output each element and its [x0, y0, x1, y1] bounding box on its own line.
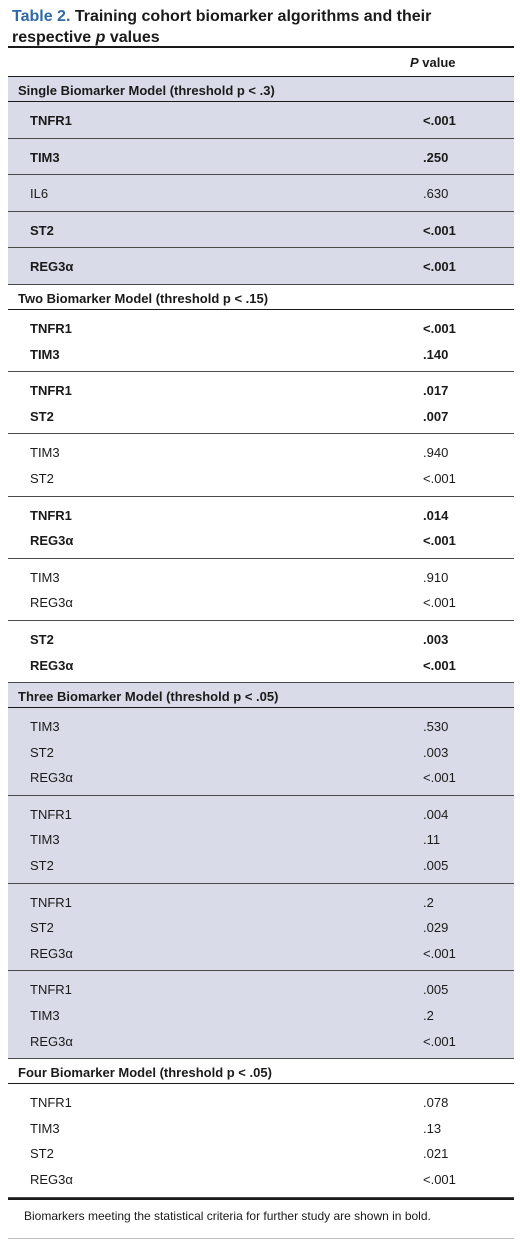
table-row — [8, 826, 514, 852]
p-value: <.001 — [423, 533, 456, 549]
biomarker-name: REG3α — [30, 595, 73, 611]
biomarker-name: TNFR1 — [30, 982, 72, 998]
model-section — [8, 683, 514, 1059]
p-value: .11 — [423, 832, 441, 848]
table-row — [8, 465, 514, 491]
p-value-header — [410, 55, 456, 70]
biomarker-group — [8, 559, 514, 621]
table-row — [8, 217, 514, 243]
table-row — [8, 1089, 514, 1115]
p-value: .003 — [423, 631, 449, 647]
p-value: .017 — [423, 383, 449, 399]
p-value: .005 — [423, 982, 449, 998]
table-body — [8, 77, 514, 1198]
biomarker-name: ST2 — [30, 858, 54, 874]
p-value: <.001 — [423, 657, 456, 673]
bottom-rule — [8, 1238, 514, 1245]
biomarker-name: TIM3 — [30, 346, 60, 362]
table-row — [8, 764, 514, 790]
biomarker-name: TNFR1 — [30, 894, 72, 910]
p-value: .13 — [423, 1120, 442, 1136]
biomarker-name: TIM3 — [30, 832, 60, 848]
biomarker-name: ST2 — [30, 1146, 54, 1162]
table-row — [8, 589, 514, 615]
table-row — [8, 1115, 514, 1141]
biomarker-name: ST2 — [30, 631, 54, 647]
biomarker-group — [8, 102, 514, 139]
table-title-text-b: values — [105, 29, 160, 46]
section-title: Three Biomarker Model (threshold p < .05) — [8, 683, 514, 708]
p-value: <.001 — [423, 222, 456, 238]
biomarker-group — [8, 175, 514, 212]
table-title — [8, 4, 514, 46]
biomarker-group — [8, 310, 514, 372]
table-row — [8, 403, 514, 429]
p-value: .007 — [423, 408, 449, 424]
section-title: Single Biomarker Model (threshold p < .3) — [8, 77, 514, 102]
model-section — [8, 1059, 514, 1197]
table-row — [8, 889, 514, 915]
table-row — [8, 315, 514, 341]
table-row — [8, 914, 514, 940]
biomarker-group — [8, 139, 514, 176]
table-row — [8, 527, 514, 553]
biomarker-group — [8, 796, 514, 884]
p-value-header-p: P — [410, 55, 419, 70]
biomarker-name: REG3α — [30, 259, 74, 275]
table-row — [8, 341, 514, 367]
table-row — [8, 739, 514, 765]
biomarker-group — [8, 884, 514, 972]
table-row — [8, 253, 514, 279]
biomarker-name: TNFR1 — [30, 1095, 72, 1111]
table-row — [8, 713, 514, 739]
p-value: .2 — [423, 1008, 434, 1024]
table-row — [8, 144, 514, 170]
table-row — [8, 1002, 514, 1028]
table-row — [8, 940, 514, 966]
section-title: Four Biomarker Model (threshold p < .05) — [8, 1059, 514, 1084]
p-value: .004 — [423, 806, 449, 822]
biomarker-name: REG3α — [30, 770, 73, 786]
biomarker-group — [8, 1084, 514, 1197]
biomarker-name: TIM3 — [30, 1008, 60, 1024]
biomarker-name: REG3α — [30, 533, 74, 549]
p-value: <.001 — [423, 1172, 456, 1187]
biomarker-name: TNFR1 — [30, 383, 72, 399]
biomarker-group — [8, 212, 514, 249]
p-value-header-value: value — [418, 55, 456, 70]
table-row — [8, 801, 514, 827]
p-value: .014 — [423, 507, 449, 523]
biomarker-group — [8, 621, 514, 683]
p-value: .910 — [423, 569, 449, 585]
biomarker-name: REG3α — [30, 945, 73, 961]
table-row — [8, 652, 514, 678]
biomarker-name: ST2 — [30, 222, 54, 238]
biomarker-name: ST2 — [30, 408, 54, 424]
biomarker-name: REG3α — [30, 1033, 73, 1049]
table-row — [8, 439, 514, 465]
table-title-text-a: Training cohort biomarker algorithms and their respective — [12, 8, 432, 46]
p-value: .005 — [423, 858, 449, 874]
p-value: <.001 — [423, 1033, 456, 1049]
biomarker-name: TNFR1 — [30, 320, 72, 336]
table-row — [8, 1140, 514, 1166]
p-value: <.001 — [423, 945, 456, 961]
column-header — [8, 48, 514, 77]
biomarker-name: TIM3 — [30, 569, 60, 585]
biomarker-name: ST2 — [30, 470, 54, 486]
p-value: <.001 — [423, 113, 456, 128]
p-value: .250 — [423, 149, 449, 165]
table-row — [8, 1028, 514, 1054]
table-row — [8, 852, 514, 878]
biomarker-group — [8, 248, 514, 285]
p-value: .530 — [423, 719, 449, 735]
biomarker-name: REG3α — [30, 657, 74, 673]
biomarker-name: IL6 — [30, 186, 49, 202]
biomarker-name: TIM3 — [30, 149, 60, 165]
biomarker-name: TIM3 — [30, 1120, 60, 1136]
p-value: .021 — [423, 1146, 449, 1162]
p-value: .630 — [423, 186, 449, 202]
biomarker-name: REG3α — [30, 1172, 73, 1187]
section-title: Two Biomarker Model (threshold p < .15) — [8, 285, 514, 310]
p-value: .003 — [423, 744, 449, 760]
biomarker-group — [8, 971, 514, 1059]
table-row — [8, 377, 514, 403]
p-value: <.001 — [423, 259, 456, 275]
biomarker-name: ST2 — [30, 920, 54, 936]
p-value: <.001 — [423, 470, 456, 486]
p-value: .078 — [423, 1095, 449, 1111]
biomarker-name: TNFR1 — [30, 806, 72, 822]
table-row — [8, 976, 514, 1002]
p-value: .2 — [423, 894, 434, 910]
model-section — [8, 285, 514, 683]
table-row — [8, 107, 514, 133]
p-value: .940 — [423, 445, 449, 461]
biomarker-name: TIM3 — [30, 445, 60, 461]
p-value: <.001 — [423, 320, 456, 336]
p-value: .029 — [423, 920, 449, 936]
footnote: Biomarkers meeting the statistical criteria for further study are shown in bold. — [8, 1198, 514, 1232]
biomarker-name: TNFR1 — [30, 113, 72, 128]
p-value: .140 — [423, 346, 449, 362]
biomarker-group — [8, 434, 514, 496]
biomarker-group — [8, 497, 514, 559]
biomarker-group — [8, 372, 514, 434]
p-value: <.001 — [423, 595, 456, 611]
table-row — [8, 626, 514, 652]
biomarker-name: TNFR1 — [30, 507, 72, 523]
p-value: <.001 — [423, 770, 456, 786]
biomarker-name: TIM3 — [30, 719, 60, 735]
table-label: Table 2. — [12, 8, 71, 25]
table-title-p: p — [95, 29, 106, 46]
table-row — [8, 180, 514, 206]
biomarker-group — [8, 708, 514, 796]
table-row — [8, 564, 514, 590]
biomarker-name: ST2 — [30, 744, 54, 760]
table-row — [8, 502, 514, 528]
model-section — [8, 77, 514, 285]
